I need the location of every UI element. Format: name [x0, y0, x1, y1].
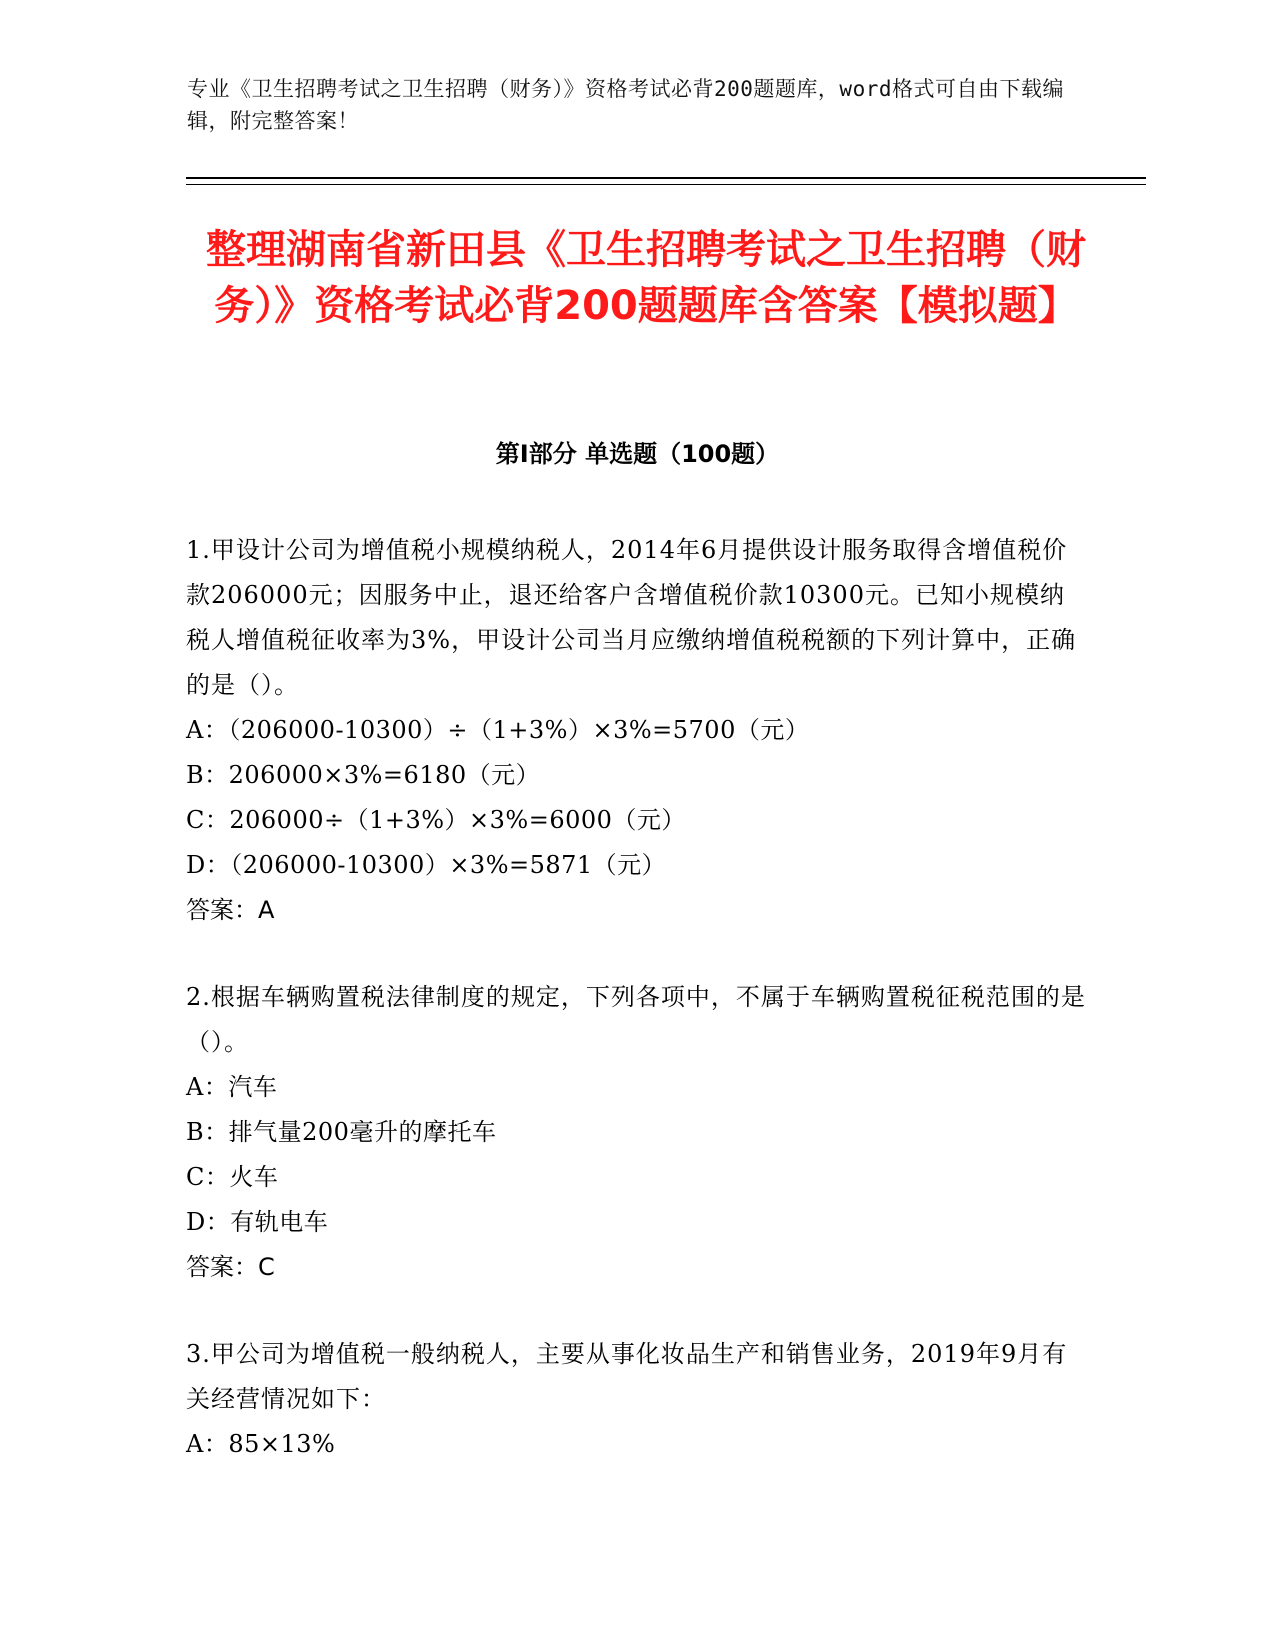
header-divider-thin — [186, 184, 1146, 185]
option-b: B：排气量200毫升的摩托车 — [186, 1118, 497, 1146]
question-2 — [186, 975, 1086, 1290]
option-b: B：206000×3%=6180（元） — [186, 761, 541, 789]
document-title: 整理湖南省新田县《卫生招聘考试之卫生招聘（财务）》资格考试必背200题题库含答案【模拟题】 — [206, 227, 1086, 329]
header-divider-thick — [186, 177, 1146, 179]
option-d: D：有轨电车 — [186, 1208, 329, 1236]
option-a: A：85×13% — [186, 1430, 336, 1458]
answer-label: 答案：C — [186, 1253, 275, 1281]
option-d: D：（206000-10300）×3%=5871（元） — [186, 851, 667, 879]
answer-label: 答案：A — [186, 896, 275, 924]
header-note: 专业《卫生招聘考试之卫生招聘（财务）》资格考试必背200题题库，word格式可自由下载编辑，附完整答案！ — [187, 77, 1064, 133]
question-stem: 3.甲公司为增值税一般纳税人，主要从事化妆品生产和销售业务，2019年9月有关经营情况如下： — [186, 1340, 1068, 1413]
option-a: A：汽车 — [186, 1073, 278, 1101]
option-c: C：206000÷（1+3%）×3%=6000（元） — [186, 806, 686, 834]
question-3 — [186, 1332, 1086, 1467]
section-title: 第Ⅰ部分 单选题（100题） — [495, 440, 780, 468]
question-1 — [186, 528, 1086, 933]
option-c: C：火车 — [186, 1163, 279, 1191]
option-a: A：（206000-10300）÷（1+3%）×3%=5700（元） — [186, 716, 810, 744]
question-stem: 2.根据车辆购置税法律制度的规定，下列各项中，不属于车辆购置税征税范围的是（）。 — [186, 983, 1086, 1056]
question-list — [186, 528, 1086, 1509]
question-stem: 1.甲设计公司为增值税小规模纳税人，2014年6月提供设计服务取得含增值税价款206000元；因服务中止，退还给客户含增值税价款10300元。已知小规模纳税人增值税征收率为3%，甲设计公司当月应缴纳增值税税额的下列计算中，正确的是（）。 — [186, 536, 1077, 699]
